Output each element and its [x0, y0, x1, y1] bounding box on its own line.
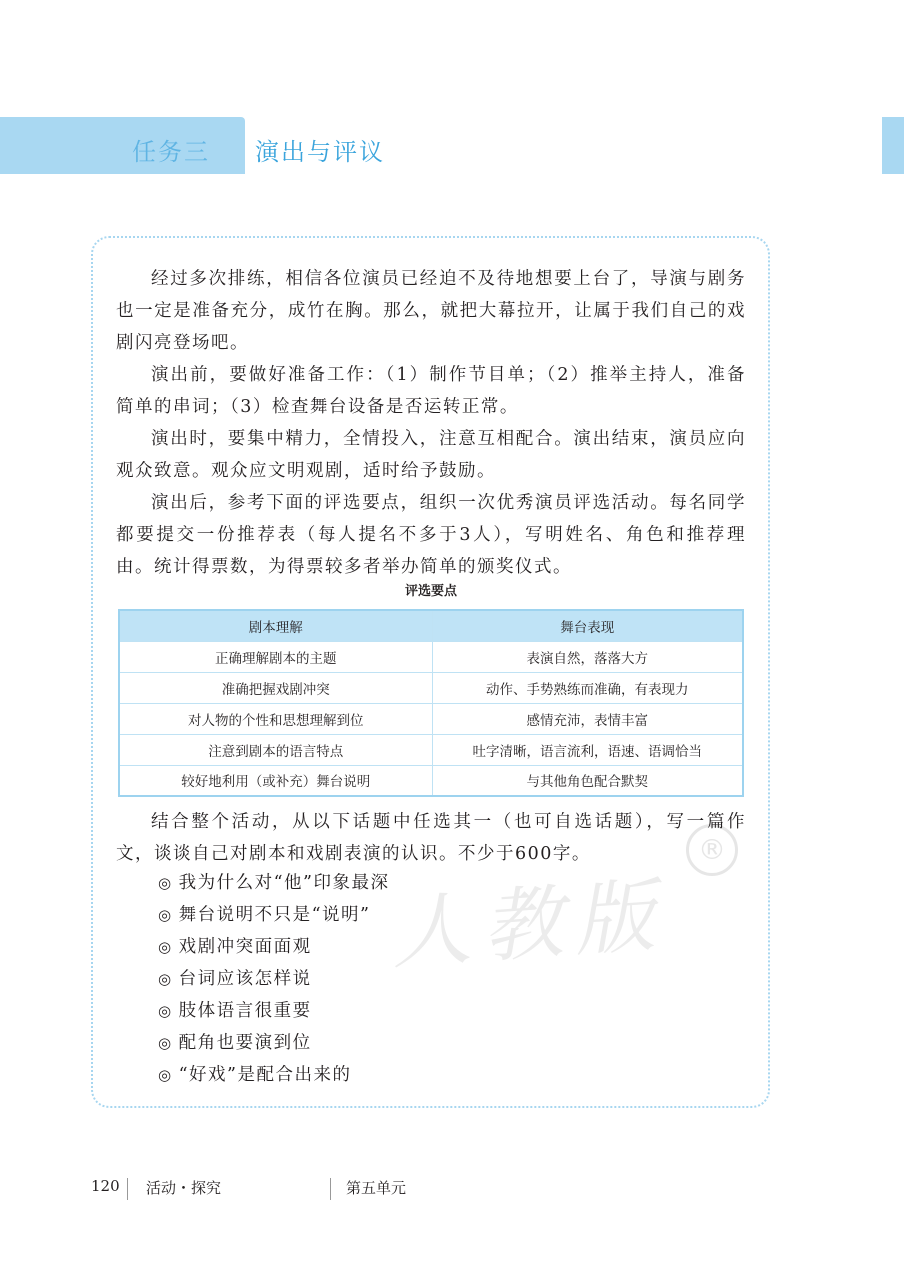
circle-bullet-icon: ◎: [158, 970, 173, 988]
table-title: 评选要点: [404, 584, 457, 599]
task-label: 任务三: [132, 138, 210, 166]
table-cell: 正确理解剧本的主题: [119, 641, 432, 672]
topic-text: 舞台说明不只是“说明”: [178, 905, 371, 925]
right-edge-tab: [882, 117, 904, 174]
list-item: [158, 1059, 390, 1091]
table-row: [119, 765, 743, 796]
list-item: [158, 931, 390, 963]
table-row: [119, 641, 743, 672]
paragraph-writing-task: 结合整个活动，从以下话题中任选其一（也可自选话题），写一篇作文，谈谈自己对剧本和戏剧表演的认识。不少于600字。: [116, 812, 746, 864]
registered-mark-icon: ®: [686, 824, 738, 876]
topic-text: 台词应该怎样说: [178, 969, 312, 989]
footer-unit: 第五单元: [346, 1179, 407, 1197]
table-cell: 表演自然，落落大方: [432, 641, 743, 672]
table-header-row: [119, 610, 743, 641]
table-cell: 动作、手势熟练而准确，有表现力: [432, 672, 743, 703]
evaluation-table: [118, 609, 744, 797]
paragraph-intro: 经过多次排练，相信各位演员已经迫不及待地想要上台了，导演与剧务也一定是准备充分，成竹在胸。那么，就把大幕拉开，让属于我们自己的戏剧闪亮登场吧。: [116, 269, 746, 353]
table-cell: 感情充沛，表情丰富: [432, 703, 743, 734]
watermark-logo: 人教版: [387, 868, 670, 981]
table-cell: 对人物的个性和思想理解到位: [119, 703, 432, 734]
list-item: [158, 899, 390, 931]
paragraph-during-show: 演出时，要集中精力，全情投入，注意互相配合。演出结束，演员应向观众致意。观众应文明观剧，适时给予鼓励。: [116, 429, 746, 481]
footer-section: 活动・探究: [146, 1179, 222, 1197]
table-cell: 较好地利用（或补充）舞台说明: [119, 765, 432, 796]
list-item: [158, 1027, 390, 1059]
topic-text: 肢体语言很重要: [178, 1001, 312, 1021]
task-title: 演出与评议: [255, 138, 385, 166]
topic-text: “好戏”是配合出来的: [178, 1065, 352, 1085]
page-number: 120: [91, 1177, 120, 1195]
list-item: [158, 995, 390, 1027]
topic-text: 我为什么对“他”印象最深: [178, 873, 390, 893]
circle-bullet-icon: ◎: [158, 1066, 173, 1084]
list-item: [158, 867, 390, 899]
circle-bullet-icon: ◎: [158, 938, 173, 956]
table-cell: 吐字清晰，语言流利，语速、语调恰当: [432, 734, 743, 765]
table-row: [119, 672, 743, 703]
circle-bullet-icon: ◎: [158, 874, 173, 892]
paragraph-before-show: 演出前，要做好准备工作：（1）制作节目单；（2）推举主持人，准备简单的串词；（3）检查舞台设备是否运转正常。: [116, 365, 746, 417]
topic-list: [158, 867, 390, 1091]
table-cell: 注意到剧本的语言特点: [119, 734, 432, 765]
table-row: [119, 703, 743, 734]
circle-bullet-icon: ◎: [158, 906, 173, 924]
list-item: [158, 963, 390, 995]
circle-bullet-icon: ◎: [158, 1034, 173, 1052]
table-row: [119, 734, 743, 765]
footer-divider: [330, 1178, 331, 1200]
table-cell: 准确把握戏剧冲突: [119, 672, 432, 703]
topic-text: 戏剧冲突面面观: [178, 937, 312, 957]
table-cell: 与其他角色配合默契: [432, 765, 743, 796]
paragraph-after-show: 演出后，参考下面的评选要点，组织一次优秀演员评选活动。每名同学都要提交一份推荐表（每人提名不多于3人），写明姓名、角色和推荐理由。统计得票数，为得票较多者举办简单的颁奖仪式。: [116, 493, 746, 577]
table-header-cell: 剧本理解: [119, 610, 432, 641]
table-header-cell: 舞台表现: [432, 610, 743, 641]
circle-bullet-icon: ◎: [158, 1002, 173, 1020]
footer-divider: [127, 1178, 128, 1200]
topic-text: 配角也要演到位: [178, 1033, 312, 1053]
